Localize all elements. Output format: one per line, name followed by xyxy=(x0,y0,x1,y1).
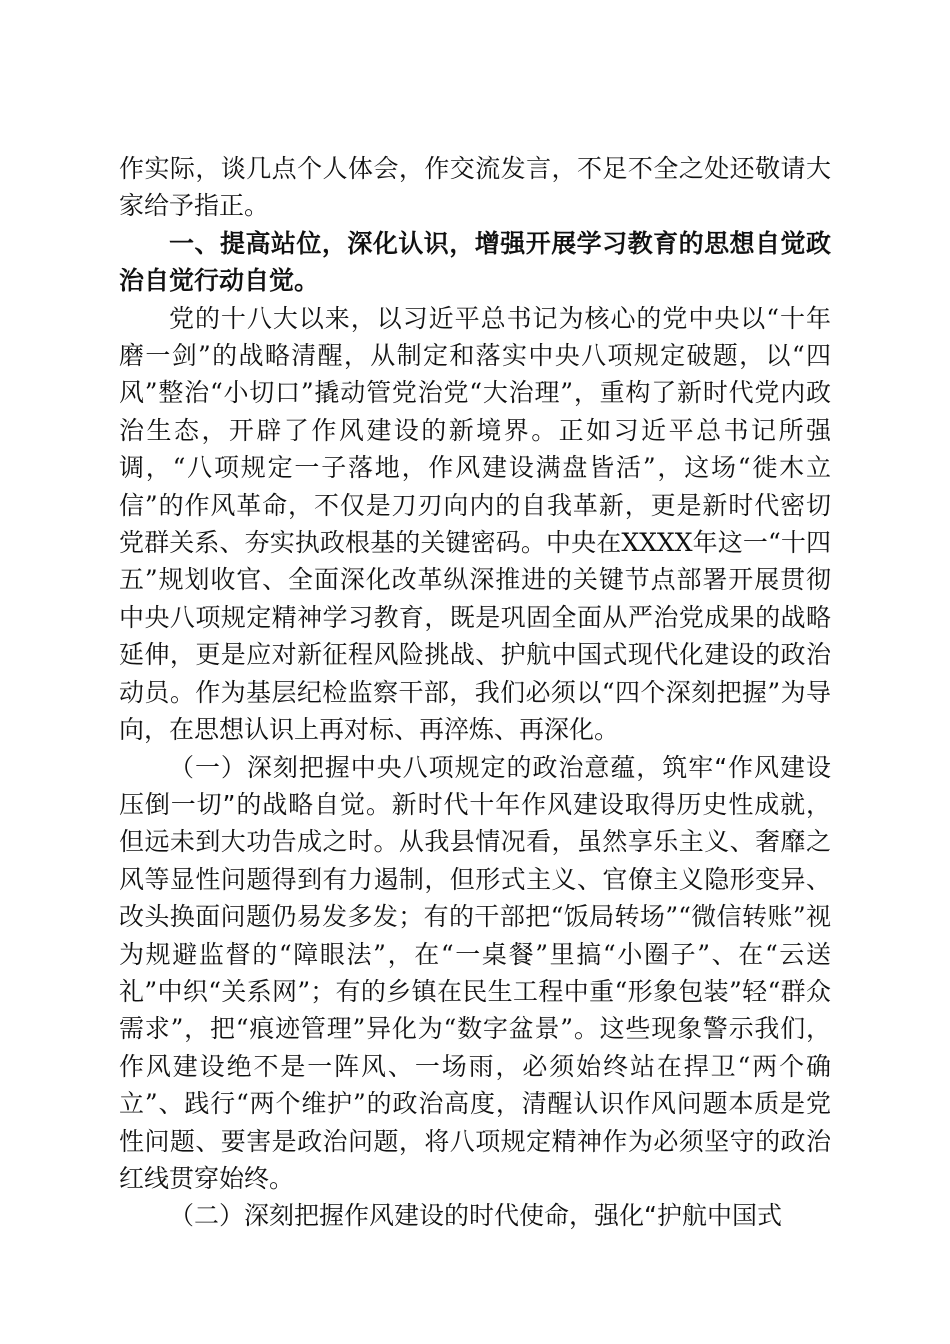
subsection-1-body: 新时代十年作风建设取得历史性成就，但远未到大功告成之时。从我县情况看，虽然享乐主义、奢靡之风等显性问题得到有力遏制，但形式主义、官僚主义隐形变异、改头换面问题仍易发多发；有的干部把“饭局转场”“微信转账”视为规避监督的“障眼法”，在“一桌餐”里搞“小圈子”、在“云送礼”中织“关系网”；有的乡镇在民生工程中重“形象包装”轻“群众需求”，把“痕迹管理”异化为“数字盆景”。这些现象警示我们，作风建设绝不是一阵风、一场雨，必须始终站在捍卫“两个确立”、践行“两个维护”的政治高度，清醒认识作风问题本质是党性问题、要害是政治问题，将八项规定精神作为必须坚守的政治红线贯穿始终。 xyxy=(119,789,831,1193)
document-body xyxy=(119,150,831,1235)
section-body-paragraph: 党的十八大以来，以习近平总书记为核心的党中央以“十年磨一剑”的战略清醒，从制定和落实中央八项规定破题，以“四风”整治“小切口”撬动管党治党“大治理”，重构了新时代党内政治生态，开辟了作风建设的新境界。正如习近平总书记所强调，“八项规定一子落地，作风建设满盘皆活”，这场“徙木立信”的作风革命，不仅是刀刃向内的自我革新，更是新时代密切党群关系、夯实执政根基的关键密码。中央在XXXX年这一“十四五”规划收官、全面深化改革纵深推进的关键节点部署开展贯彻中央八项规定精神学习教育，既是巩固全面从严治党成果的战略延伸，更是应对新征程风险挑战、护航中国式现代化建设的政治动员。作为基层纪检监察干部，我们必须以“四个深刻把握”为导向，在思想认识上再对标、再淬炼、再深化。 xyxy=(119,303,831,745)
subsection-1-heading: （一）深刻把握中央八项规定的政治意蕴，筑牢“作风建设压倒一切”的战略自觉。 xyxy=(119,752,831,819)
subsection-1-paragraph xyxy=(119,749,831,1198)
opening-paragraph: 作实际，谈几点个人体会，作交流发言，不足不全之处还敬请大家给予指正。 xyxy=(119,154,831,221)
subsection-2-heading: （二）深刻把握作风建设的时代使命，强化“护航中国式 xyxy=(169,1201,782,1231)
section-heading: 一、提高站位，深化认识，增强开展学习教育的思想自觉政治自觉行动自觉。 xyxy=(119,228,831,296)
subsection-2-paragraph xyxy=(119,1197,831,1234)
